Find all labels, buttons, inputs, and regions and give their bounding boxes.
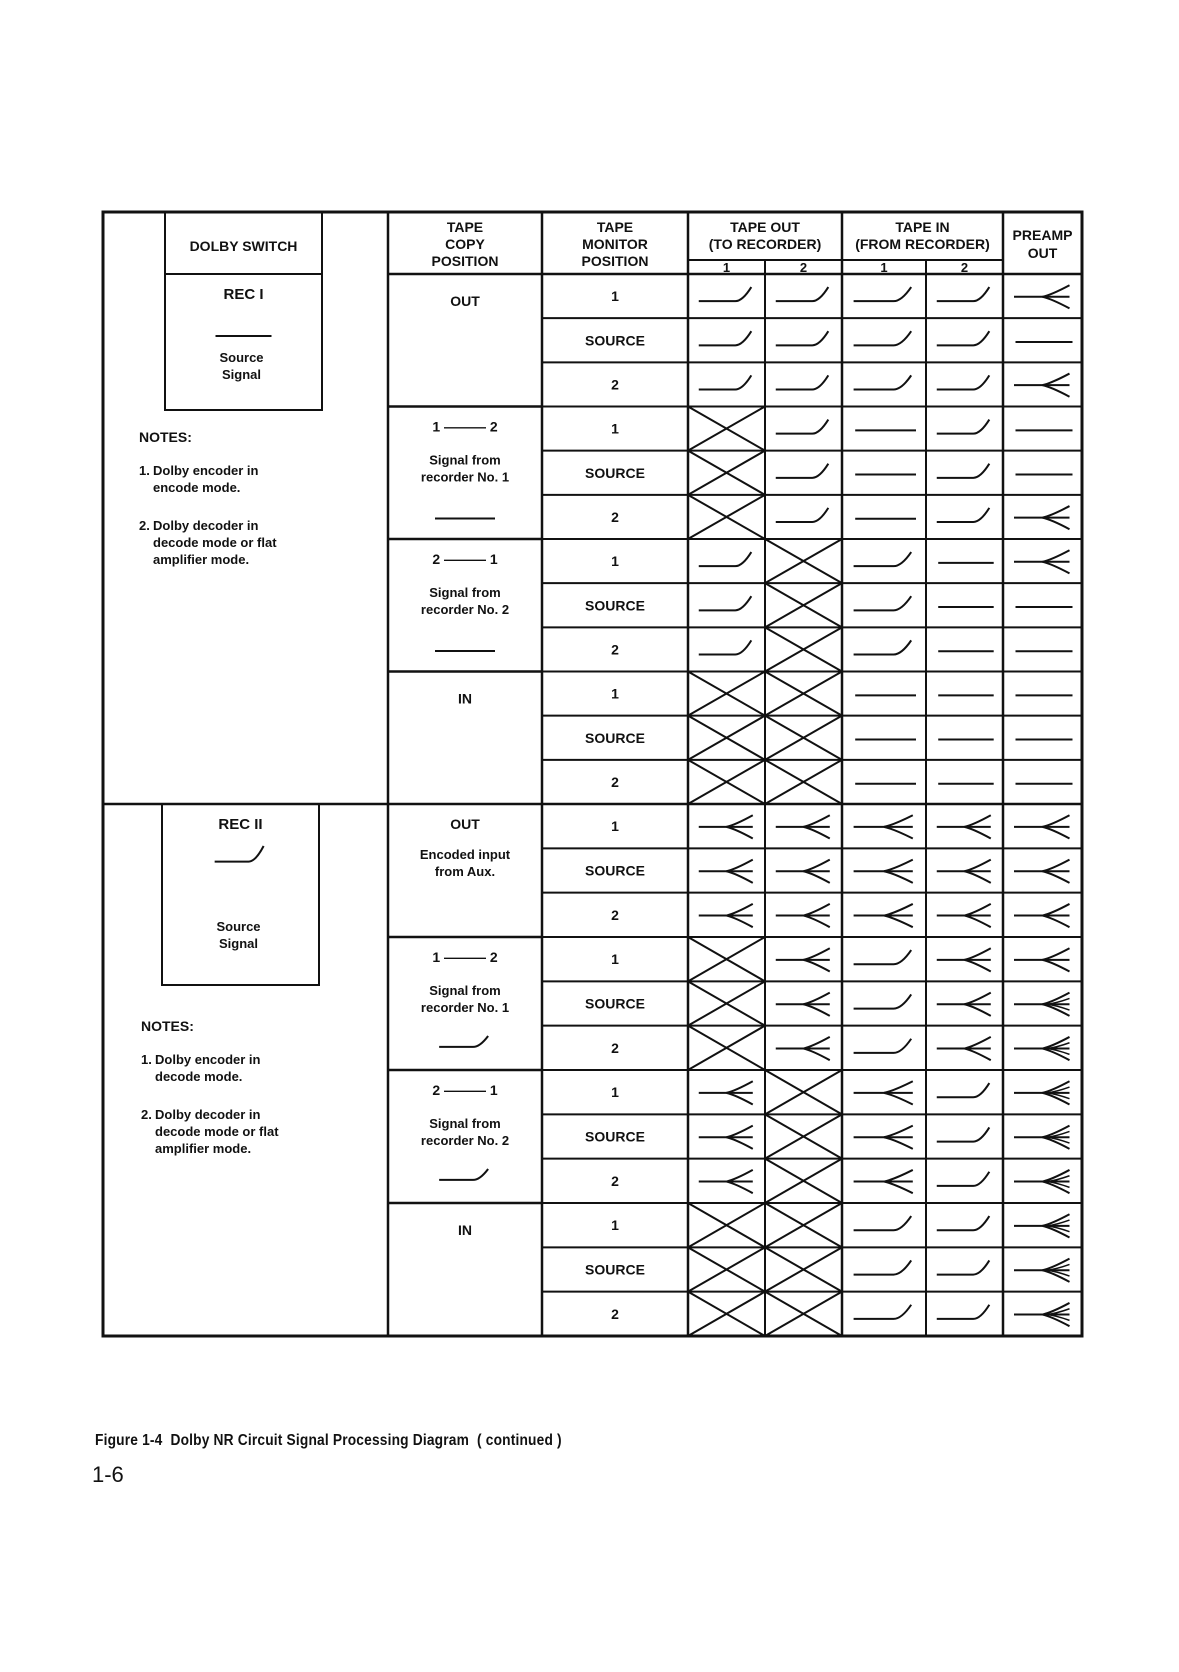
tape-monitor-position: SOURCE (585, 332, 645, 349)
tape-monitor-header: TAPE (596, 219, 634, 235)
encode-curve-icon (776, 508, 829, 522)
note-number: 2. (139, 518, 150, 533)
curve-stroke (776, 420, 829, 434)
encode-curve-icon (699, 596, 752, 610)
split-stroke (1043, 948, 1070, 960)
curve-stroke (776, 508, 829, 522)
split-stroke (884, 827, 913, 839)
crossed-out-icon (765, 1247, 842, 1291)
split-stroke (804, 916, 830, 928)
decode-curve-icon (1014, 1081, 1070, 1104)
notes-title: NOTES: (141, 1018, 194, 1034)
sub-column-number: 2 (799, 260, 808, 275)
tape-monitor-header: POSITION (581, 253, 649, 269)
encode-curve-icon (699, 375, 752, 389)
encode-curve-icon (776, 331, 829, 345)
crossed-out-icon (765, 1070, 842, 1114)
tape-copy-note: Encoded input (419, 847, 511, 862)
crossed-out-icon (765, 716, 842, 760)
encode-curve-icon (937, 1216, 990, 1230)
split-stroke (884, 815, 913, 827)
decode-curve-icon (1014, 1303, 1070, 1326)
encode-curve-icon (439, 1036, 488, 1047)
crossed-out-icon (688, 937, 765, 981)
encode-curve-icon (854, 596, 912, 610)
crossed-out-icon (688, 495, 765, 539)
split-stroke (727, 1137, 753, 1149)
note-text: Dolby decoder in (155, 1107, 261, 1122)
split-stroke (727, 827, 753, 839)
split-stroke (1043, 916, 1070, 928)
split-stroke (1043, 297, 1070, 309)
split-stroke (884, 860, 913, 872)
tape-monitor-position: SOURCE (585, 1128, 645, 1145)
decode-curve-icon (854, 860, 913, 883)
tape-monitor-header: MONITOR (582, 236, 648, 252)
source-signal-label: Source (219, 350, 264, 365)
decode-curve-icon (854, 1126, 913, 1149)
tape-monitor-position: 1 (611, 288, 619, 305)
split-stroke (804, 960, 830, 972)
tape-monitor-position: 1 (611, 1217, 619, 1234)
split-stroke (965, 948, 991, 960)
tape-copy-header: POSITION (431, 253, 499, 269)
tape-monitor-position: 2 (611, 508, 619, 525)
decode-curve-icon (699, 1126, 753, 1149)
crossed-out-icon (765, 1292, 842, 1336)
section-2 (141, 804, 1082, 1336)
curve-stroke (699, 596, 752, 610)
curve-stroke (937, 1172, 990, 1186)
crossed-out-icon (688, 672, 765, 716)
split-stroke (1043, 562, 1070, 574)
encode-curve-icon (699, 552, 752, 566)
tape-copy-note: recorder No. 1 (420, 1000, 510, 1015)
note-text: amplifier mode. (153, 552, 250, 567)
split-stroke (1043, 550, 1070, 562)
crossed-out-icon (765, 583, 842, 627)
decode-curve-icon (1014, 993, 1070, 1016)
split-stroke (804, 993, 830, 1005)
split-stroke (884, 904, 913, 916)
encode-curve-icon (776, 375, 829, 389)
split-stroke (727, 1126, 753, 1138)
tape-monitor-position: SOURCE (585, 464, 645, 481)
curve-stroke (937, 1127, 990, 1141)
note-number: 1. (141, 1052, 152, 1067)
tape-monitor-position: 2 (611, 773, 619, 790)
curve-stroke (937, 287, 990, 301)
split-stroke (965, 860, 991, 872)
decode-curve-icon (854, 1081, 913, 1104)
note-text: decode mode. (155, 1069, 243, 1084)
split-stroke (727, 904, 753, 916)
tape-monitor-position: 1 (611, 951, 619, 968)
split-stroke (884, 1137, 913, 1149)
split-stroke (727, 1182, 753, 1194)
sub-column-number: 1 (722, 260, 731, 275)
curve-stroke (854, 1039, 912, 1053)
encode-curve-icon (937, 464, 990, 478)
split-stroke (965, 871, 991, 883)
encode-curve-icon (854, 640, 912, 654)
split-stroke (1043, 506, 1070, 518)
split-stroke (965, 1004, 991, 1016)
crossed-out-icon (765, 1114, 842, 1158)
crossed-out-icon (765, 539, 842, 583)
split-stroke (727, 916, 753, 928)
tape-monitor-position: 1 (611, 1084, 619, 1101)
note-text: Dolby encoder in (153, 463, 259, 478)
tape-copy-position: OUT (450, 816, 480, 832)
split-stroke (804, 871, 830, 883)
tape-in-header: TAPE IN (895, 219, 950, 235)
split-stroke (884, 916, 913, 928)
curve-stroke (854, 596, 912, 610)
split-stroke (727, 871, 753, 883)
encode-curve-icon (937, 420, 990, 434)
tape-out-header: (TO RECORDER) (708, 236, 822, 252)
curve-stroke (854, 331, 912, 345)
tape-monitor-position: SOURCE (585, 862, 645, 879)
decode-curve-icon (937, 815, 991, 838)
tape-copy-note: recorder No. 2 (420, 602, 510, 617)
tape-copy-header: COPY (445, 236, 485, 252)
note-number: 2. (141, 1107, 152, 1122)
curve-stroke (699, 375, 752, 389)
encode-curve-icon (699, 331, 752, 345)
decode-curve-icon (1014, 1037, 1070, 1060)
split-stroke (804, 815, 830, 827)
decode-curve-icon (854, 815, 913, 838)
decode-curve-icon (937, 948, 991, 971)
split-stroke (884, 1182, 913, 1194)
figure-caption: Figure 1-4 Dolby NR Circuit Signal Processing Diagram ( continued ) (95, 1432, 562, 1449)
split-stroke (884, 1081, 913, 1093)
encode-curve-icon (854, 375, 912, 389)
split-stroke (804, 860, 830, 872)
decode-curve-icon (776, 1037, 830, 1060)
notes-title: NOTES: (139, 429, 192, 445)
encode-curve-icon (937, 1260, 990, 1274)
curve-stroke (854, 994, 912, 1008)
sub-column-number: 1 (880, 260, 888, 275)
split-stroke (965, 916, 991, 928)
tape-out-header: TAPE OUT (730, 219, 800, 235)
tape-monitor-position: 1 (611, 818, 619, 835)
decode-curve-icon (937, 860, 991, 883)
decode-curve-icon (1014, 374, 1070, 397)
encode-curve-icon (937, 375, 990, 389)
decode-curve-icon (854, 904, 913, 927)
split-stroke (804, 827, 830, 839)
tape-copy-note: Signal from (429, 1116, 501, 1131)
source-signal-label: Signal (221, 367, 262, 382)
sub-column-number: 2 (960, 260, 969, 275)
encode-curve-icon (776, 464, 829, 478)
split-stroke (884, 1170, 913, 1182)
crossed-out-icon (688, 716, 765, 760)
encode-curve-icon (854, 331, 912, 345)
curve-stroke (937, 375, 990, 389)
curve-stroke (937, 1083, 990, 1097)
split-stroke (965, 1037, 991, 1049)
encode-curve-icon (937, 331, 990, 345)
split-stroke (727, 860, 753, 872)
split-stroke (804, 1037, 830, 1049)
tape-copy-note: Signal from (429, 585, 501, 600)
split-stroke (727, 815, 753, 827)
note-text: Dolby encoder in (155, 1052, 261, 1067)
curve-stroke (854, 950, 912, 964)
encode-curve-icon (854, 552, 912, 566)
curve-stroke (776, 375, 829, 389)
split-stroke (727, 1170, 753, 1182)
decode-curve-icon (1014, 1214, 1070, 1237)
split-stroke (965, 1049, 991, 1061)
source-signal-label: Source (216, 919, 261, 934)
encode-curve-icon (937, 1305, 990, 1319)
tape-copy-position: 2 ——— 1 (432, 1082, 498, 1098)
crossed-out-icon (688, 1247, 765, 1291)
dolby-switch-header: DOLBY SWITCH (189, 238, 298, 254)
curve-stroke (937, 1216, 990, 1230)
decode-curve-icon (776, 904, 830, 927)
split-stroke (884, 871, 913, 883)
encode-curve-icon (937, 1172, 990, 1186)
split-stroke (1043, 871, 1070, 883)
tape-in-header: (FROM RECORDER) (855, 236, 990, 252)
tape-monitor-position: 1 (611, 420, 619, 437)
split-stroke (1043, 285, 1070, 297)
crossed-out-icon (688, 407, 765, 451)
decode-curve-icon (1014, 860, 1070, 883)
crossed-out-icon (765, 760, 842, 804)
decode-curve-icon (699, 904, 753, 927)
encode-curve-icon (776, 287, 829, 301)
mode-label: REC II (218, 816, 263, 833)
note-text: decode mode or flat (153, 535, 277, 550)
decode-curve-icon (1014, 285, 1070, 308)
decode-curve-icon (1014, 904, 1070, 927)
tape-copy-note: recorder No. 1 (420, 469, 510, 485)
curve-stroke (937, 331, 990, 345)
encode-curve-icon (215, 846, 264, 862)
split-stroke (1043, 815, 1070, 827)
encode-curve-icon (854, 287, 912, 301)
source-signal-label: Signal (218, 936, 259, 951)
curve-stroke (699, 552, 752, 566)
split-stroke (1043, 960, 1070, 972)
decode-curve-icon (776, 993, 830, 1016)
curve-stroke (854, 1305, 912, 1319)
crossed-out-icon (688, 451, 765, 495)
tape-monitor-position: 1 (611, 553, 619, 570)
split-stroke (804, 1049, 830, 1061)
curve-stroke (937, 1305, 990, 1319)
split-stroke (1043, 374, 1070, 386)
curve-stroke (854, 552, 912, 566)
decode-curve-icon (937, 993, 991, 1016)
tape-monitor-position: 2 (611, 641, 619, 658)
split-stroke (965, 904, 991, 916)
encode-curve-icon (937, 508, 990, 522)
page-number: 1-6 (92, 1462, 124, 1487)
split-stroke (1043, 827, 1070, 839)
curve-stroke (699, 640, 752, 654)
tape-copy-position: IN (458, 1222, 472, 1238)
tape-monitor-position: SOURCE (585, 1261, 645, 1278)
split-stroke (1043, 904, 1070, 916)
split-stroke (965, 815, 991, 827)
split-stroke (965, 993, 991, 1005)
decode-curve-icon (937, 904, 991, 927)
curve-stroke (937, 508, 990, 522)
tape-copy-note: recorder No. 2 (420, 1133, 510, 1148)
tape-copy-note: Signal from (429, 452, 501, 468)
decode-curve-icon (1014, 1126, 1070, 1149)
section-1 (139, 274, 1082, 804)
tape-monitor-position: 2 (611, 1039, 619, 1056)
encode-curve-icon (937, 1127, 990, 1141)
mode-label: REC I (223, 286, 264, 303)
encode-curve-icon (776, 420, 829, 434)
decode-curve-icon (937, 1037, 991, 1060)
curve-stroke (854, 1260, 912, 1274)
tape-monitor-position: 2 (611, 376, 619, 393)
preamp-out-header: PREAMP (1012, 227, 1073, 243)
curve-stroke (776, 287, 829, 301)
tape-monitor-position: 2 (611, 1305, 619, 1322)
decode-curve-icon (1014, 550, 1070, 573)
tape-monitor-position: 2 (611, 1172, 619, 1189)
tape-copy-position: OUT (450, 293, 480, 309)
split-stroke (965, 827, 991, 839)
decode-curve-icon (776, 948, 830, 971)
curve-stroke (854, 287, 912, 301)
curve-stroke (854, 640, 912, 654)
curve-stroke (937, 420, 990, 434)
tape-copy-position: IN (458, 690, 472, 707)
curve-stroke (937, 1260, 990, 1274)
tape-copy-position: 1 ——— 2 (432, 418, 498, 435)
encode-curve-icon (854, 1260, 912, 1274)
curve-stroke (439, 1169, 488, 1180)
split-stroke (727, 1081, 753, 1093)
split-stroke (804, 904, 830, 916)
curve-stroke (854, 375, 912, 389)
tape-copy-note: from Aux. (434, 864, 496, 879)
tape-monitor-position: 2 (611, 906, 619, 923)
curve-stroke (699, 287, 752, 301)
encode-curve-icon (937, 287, 990, 301)
note-text: decode mode or flat (155, 1124, 279, 1139)
decode-curve-icon (776, 815, 830, 838)
decode-curve-icon (1014, 948, 1070, 971)
crossed-out-icon (765, 1203, 842, 1247)
split-stroke (804, 948, 830, 960)
decode-curve-icon (776, 860, 830, 883)
tape-copy-note: Signal from (429, 983, 501, 998)
crossed-out-icon (688, 981, 765, 1025)
note-text: encode mode. (153, 480, 241, 495)
split-stroke (884, 1126, 913, 1138)
decode-curve-icon (699, 1081, 753, 1104)
encode-curve-icon (699, 640, 752, 654)
tape-monitor-position: SOURCE (585, 995, 645, 1012)
tape-copy-position: 2 ——— 1 (432, 551, 498, 567)
crossed-out-icon (765, 672, 842, 716)
encode-curve-icon (854, 1305, 912, 1319)
split-stroke (884, 1093, 913, 1105)
encode-curve-icon (854, 1039, 912, 1053)
curve-stroke (854, 1216, 912, 1230)
encode-curve-icon (854, 1216, 912, 1230)
note-number: 1. (139, 463, 150, 478)
split-stroke (1043, 385, 1070, 397)
crossed-out-icon (688, 1203, 765, 1247)
split-stroke (727, 1093, 753, 1105)
split-stroke (804, 1004, 830, 1016)
decode-curve-icon (1014, 506, 1070, 529)
split-stroke (965, 960, 991, 972)
curve-stroke (776, 464, 829, 478)
tape-monitor-position: 1 (611, 685, 619, 702)
decode-curve-icon (1014, 1259, 1070, 1282)
curve-stroke (699, 331, 752, 345)
decode-curve-icon (854, 1170, 913, 1193)
encode-curve-icon (439, 1169, 488, 1180)
tape-monitor-position: SOURCE (585, 597, 645, 614)
encode-curve-icon (699, 287, 752, 301)
encode-curve-icon (937, 1083, 990, 1097)
encode-curve-icon (854, 950, 912, 964)
split-stroke (1043, 860, 1070, 872)
tape-monitor-position: SOURCE (585, 729, 645, 746)
crossed-out-icon (765, 627, 842, 671)
preamp-out-header: OUT (1027, 245, 1058, 261)
curve-stroke (937, 464, 990, 478)
crossed-out-icon (688, 1026, 765, 1070)
decode-curve-icon (699, 1170, 753, 1193)
crossed-out-icon (765, 1159, 842, 1203)
decode-curve-icon (699, 860, 753, 883)
curve-stroke (215, 846, 264, 862)
tape-copy-position: 1 ——— 2 (432, 949, 498, 965)
crossed-out-icon (688, 760, 765, 804)
tape-copy-header: TAPE (446, 219, 484, 235)
curve-stroke (776, 331, 829, 345)
decode-curve-icon (1014, 1170, 1070, 1193)
note-text: amplifier mode. (155, 1141, 252, 1156)
note-text: Dolby decoder in (153, 518, 259, 533)
decode-curve-icon (699, 815, 753, 838)
crossed-out-icon (688, 1292, 765, 1336)
encode-curve-icon (854, 994, 912, 1008)
curve-stroke (439, 1036, 488, 1047)
decode-curve-icon (1014, 815, 1070, 838)
split-stroke (1043, 518, 1070, 530)
